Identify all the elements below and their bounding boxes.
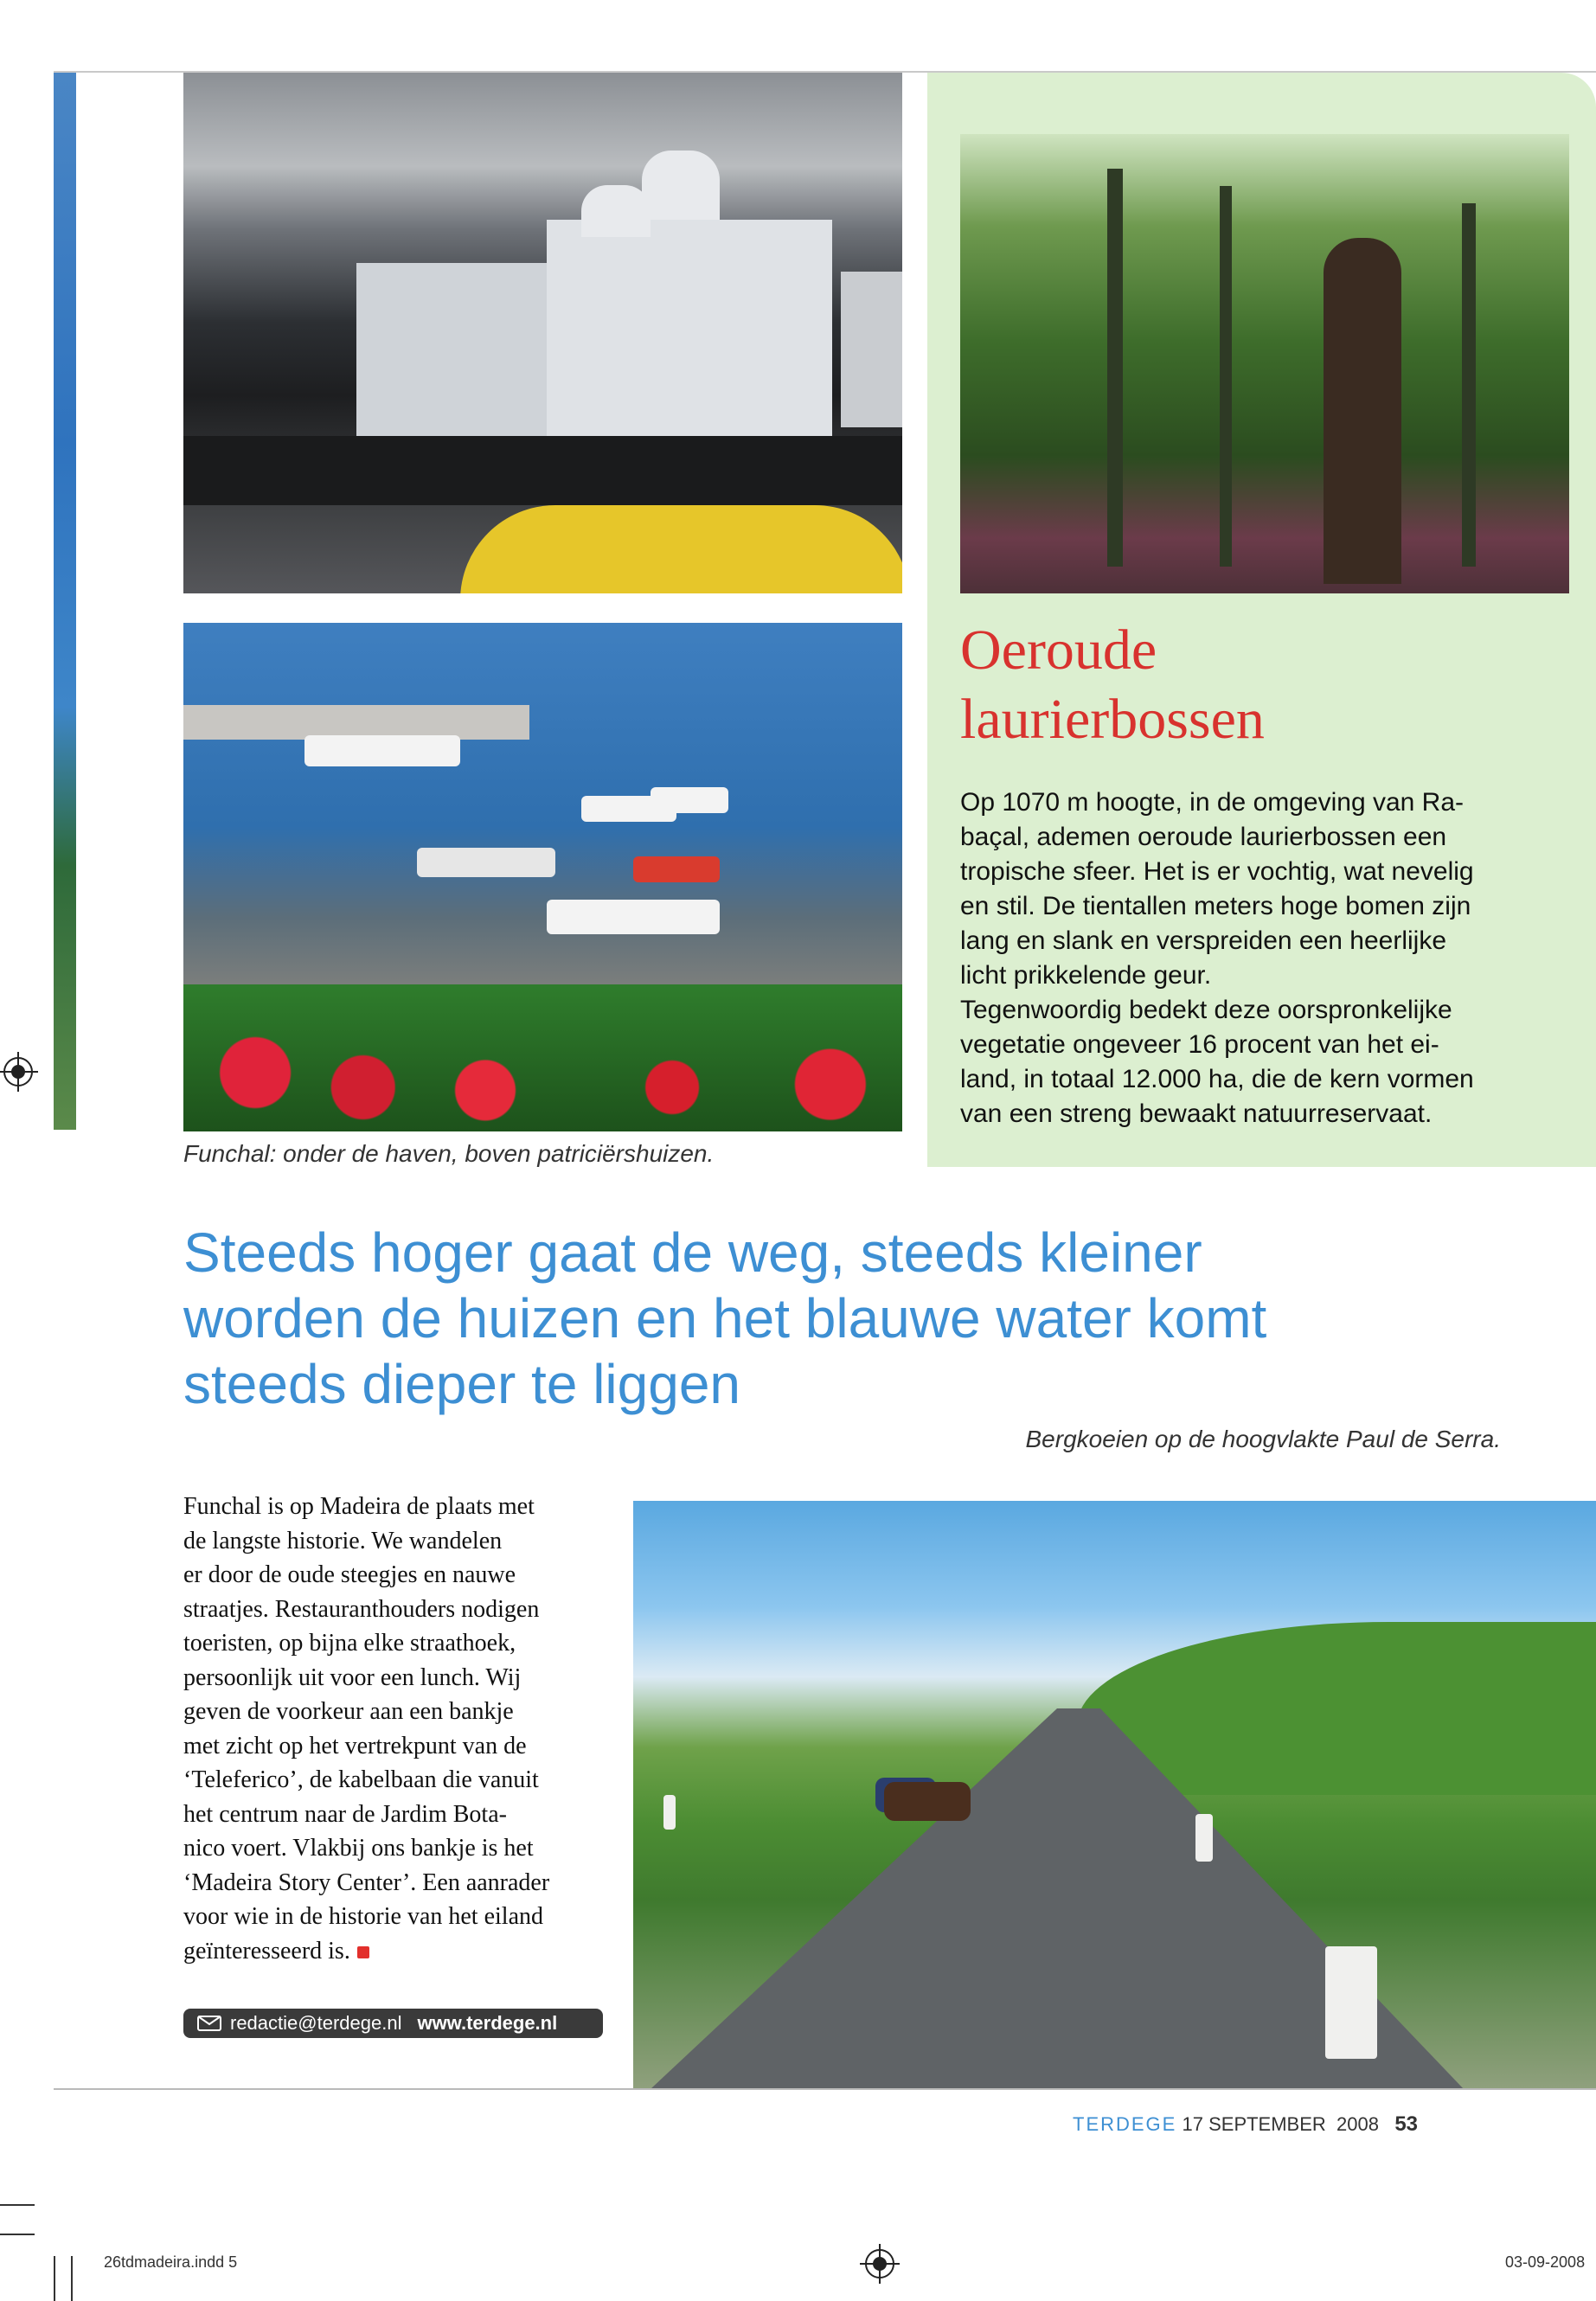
article-line: het centrum naar de Jardim Bota-: [183, 1800, 507, 1828]
sidebar-line: land, in totaal 12.000 ha, die de kern vormen: [960, 1065, 1474, 1093]
registration-mark-icon: [3, 1057, 33, 1086]
sidebar-line: Op 1070 m hoogte, in de omgeving van Ra-: [960, 788, 1465, 817]
headline-line: worden de huizen en het blauwe water komt: [183, 1287, 1267, 1349]
slug-filename: 26tdmadeira.indd 5: [104, 2253, 238, 2271]
sidebar-heading: [960, 616, 1566, 754]
sidebar-line: licht prikkelende geur.: [960, 961, 1212, 990]
article-line: er door de oude steegjes en nauwe: [183, 1561, 516, 1588]
photo-caption: Bergkoeien op de hoogvlakte Paul de Serra.: [1025, 1426, 1501, 1452]
magazine-name: TERDEGE: [1073, 2113, 1177, 2135]
issue-day: 17: [1182, 2113, 1203, 2135]
contact-email-link[interactable]: redactie@terdege.nl: [230, 2012, 402, 2034]
sidebar-line: lang en slank en verspreiden een heerlijke: [960, 926, 1447, 955]
sidebar-line: vegetatie ongeveer 16 procent van het ei-: [960, 1030, 1439, 1059]
article-line: ‘Teleferico’, de kabelbaan die vanuit: [183, 1766, 539, 1793]
article-body: [183, 1490, 616, 1968]
sidebar-heading-line: laurierbossen: [960, 688, 1265, 751]
issue-year: 2008: [1336, 2113, 1379, 2135]
crop-mark: [0, 2204, 35, 2206]
sidebar-line: baçal, ademen oeroude laurierbossen een: [960, 823, 1447, 851]
contact-website-link[interactable]: www.terdege.nl: [417, 2012, 558, 2034]
page-number: 53: [1394, 2112, 1419, 2136]
article-line: voor wie in de historie van het eiland: [183, 1903, 543, 1930]
crop-mark: [71, 2256, 73, 2301]
article-line: persoonlijk uit voor een lunch. Wij: [183, 1663, 522, 1691]
article-line: Funchal is op Madeira de plaats met: [183, 1493, 535, 1520]
registration-mark-icon: [865, 2249, 894, 2279]
end-of-article-icon: [357, 1946, 369, 1958]
funchal-harbor-photo: [183, 623, 902, 1131]
sidebar-line: Tegenwoordig bedekt deze oorspronkelijke: [960, 996, 1452, 1024]
issue-month: SEPTEMBER: [1208, 2113, 1326, 2135]
article-line: met zicht op het vertrekpunt van de: [183, 1732, 527, 1759]
laurel-forest-photo: [960, 134, 1569, 593]
headline-line: Steeds hoger gaat de weg, steeds kleiner: [183, 1221, 1202, 1284]
sidebar-line: en stil. De tientallen meters hoge bomen zijn: [960, 892, 1471, 920]
bottom-rule: [54, 2088, 1596, 2090]
sidebar-line: tropische sfeer. Het is er vochtig, wat nevelig: [960, 857, 1474, 886]
sea-photo-strip: [54, 73, 76, 1130]
article-line: ‘Madeira Story Center’. Een aanrader: [183, 1868, 550, 1896]
sidebar-line: van een streng bewaakt natuurreservaat.: [960, 1099, 1433, 1128]
page-footer: [1073, 2112, 1596, 2137]
funchal-buildings-photo: [183, 73, 902, 593]
headline-line: steeds dieper te liggen: [183, 1353, 740, 1415]
photo-caption: Funchal: onder de haven, boven patriciërshuizen.: [183, 1140, 715, 1167]
contact-bar: [183, 2009, 603, 2038]
crop-mark: [0, 2234, 35, 2235]
cows-on-road-photo: [633, 1501, 1596, 2088]
pull-quote-headline: [183, 1220, 1394, 1417]
sidebar-heading-line: Oeroude: [960, 619, 1157, 682]
article-line: straatjes. Restauranthouders nodigen: [183, 1595, 540, 1623]
mail-icon: [197, 2016, 221, 2031]
article-line: nico voert. Vlakbij ons bankje is het: [183, 1835, 534, 1862]
crop-mark: [54, 2256, 55, 2301]
sidebar-body: [960, 785, 1566, 1131]
article-line: [183, 1934, 616, 1969]
slug-date: 03-09-2008: [1505, 2253, 1586, 2271]
article-last-line-text: geïnteresseerd is.: [183, 1937, 350, 1965]
article-line: toeristen, op bijna elke straathoek,: [183, 1630, 516, 1657]
article-line: geven de voorkeur aan een bankje: [183, 1698, 514, 1725]
article-line: de langste historie. We wandelen: [183, 1527, 503, 1554]
